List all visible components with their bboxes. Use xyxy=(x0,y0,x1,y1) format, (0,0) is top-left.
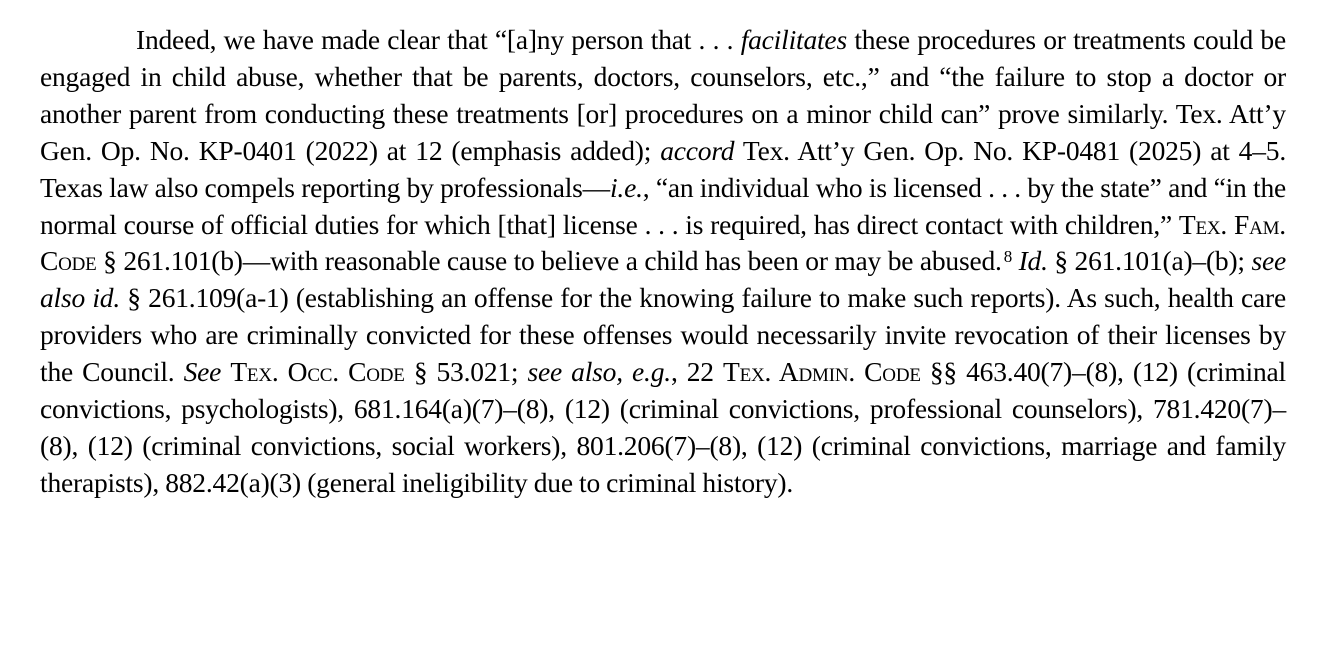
code-name-fam: Tex. Fam. Code xyxy=(40,208,1286,277)
code-name-admin: Tex. Admin. Code xyxy=(723,356,921,388)
text-run xyxy=(1012,245,1019,276)
signal-see: See xyxy=(183,356,222,388)
signal-accord: accord xyxy=(660,134,735,166)
footnote-marker[interactable]: 8 xyxy=(1003,247,1012,267)
text-run: these procedures or treatments could be engaged in child abuse, whether that be parents, doctors, counselors, etc.,” and “the failure to stop a doctor or another parent from conducting these treatments [or] procedures on a minor child can” prove similarly. Tex. Att’y Gen. Op. No. KP-0401 (2022) at 12 (emphasis added); xyxy=(40,24,1286,166)
text-run: , 22 xyxy=(670,356,723,388)
signal-ie: i.e. xyxy=(609,171,643,203)
text-run: § 261.101(a)–(b); xyxy=(1047,245,1252,277)
signal-id: Id. xyxy=(1018,245,1048,277)
text-run: Indeed, we have made clear that “[a]ny person that . . . xyxy=(136,24,741,55)
text-run: §§ 463.40(7)–(8), (12) (criminal convictions, psychologists), 681.164(a)(7)–(8), (12) (criminal convictions, professional counselors), 781.420(7)–(8), (12) (criminal convictions, social workers), 801.206(7)–(8), (12) (criminal convictions, marriage and family therapists), 882.42(a)(3) (general ineligibility due to criminal history). xyxy=(40,356,1286,498)
document-page xyxy=(40,22,1286,502)
signal-see-also-eg: see also, e.g. xyxy=(527,356,671,388)
text-run: , “an individual who is licensed . . . by the state” and “in the normal course of official duties for which [that] license . . . is required, has direct contact with children,” xyxy=(40,171,1287,240)
text-run: § 261.109(a-1) (establishing an offense for the knowing failure to make such reports). As such, health care providers who are criminally convicted for these offenses would necessarily invite revocation of their licenses by the Council. xyxy=(40,282,1286,388)
text-run: § 53.021; xyxy=(404,356,528,388)
code-name-occ: Tex. Occ. Code xyxy=(230,356,405,388)
signal-see-also-id: see also id. xyxy=(40,245,1286,314)
text-run xyxy=(221,356,230,387)
emphasis-facilitates: facilitates xyxy=(740,24,847,55)
text-run: Tex. Att’y Gen. Op. No. KP-0481 (2025) at 4–5. Texas law also compels reporting by professionals— xyxy=(40,134,1286,203)
body-paragraph xyxy=(40,22,1286,502)
text-run: § 261.101(b)—with reasonable cause to believe a child has been or may be abused. xyxy=(96,245,1002,277)
